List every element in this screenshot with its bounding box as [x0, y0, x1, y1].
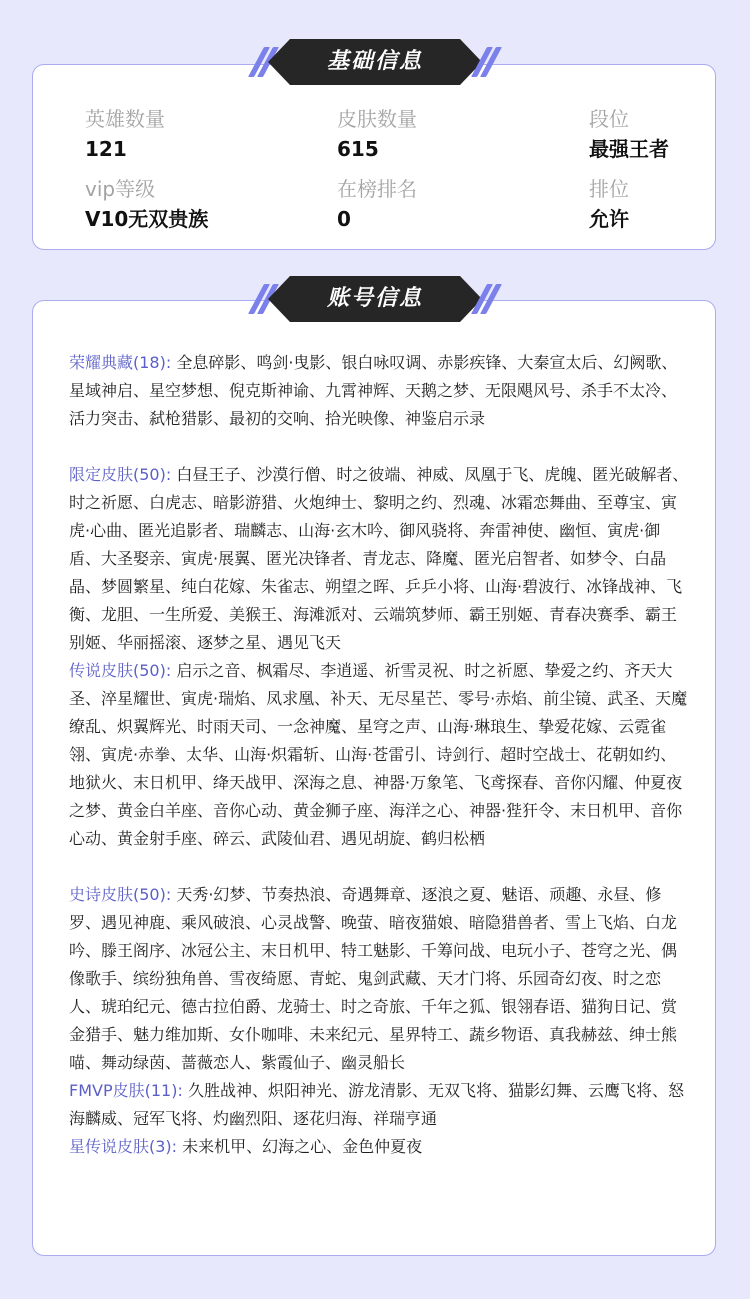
stat-vip-level [85, 175, 208, 233]
stat-label: 排位 [589, 177, 629, 201]
basic-info-header [250, 39, 500, 85]
category-title: 荣耀典藏(18): [69, 353, 172, 372]
category-title: 限定皮肤(50): [69, 465, 172, 484]
stat-value: V10无双贵族 [85, 207, 209, 231]
stat-hero-count [85, 105, 165, 163]
skin-category [69, 657, 689, 853]
stat-ranked-allowed [589, 175, 629, 233]
stat-rank-tier [589, 105, 669, 163]
skin-list [69, 349, 689, 1161]
category-items: 启示之音、枫霜尽、李逍遥、祈雪灵祝、时之祈愿、挚爱之约、齐天大圣、淬星耀世、寅虎·瑞焰、凤求凰、补天、无尽星芒、零号·赤焰、前尘镜、武圣、天魔缭乱、炽翼辉光、时雨天司、一念神魔、星穹之声、山海·琳琅生、挚爱花嫁、云霓雀翎、寅虎·赤拳、太华、山海·炽霜斩、山海·苍雷引、诗剑行、超时空战士、花朝如约、地狱火、末日机甲、绛天战甲、深海之息、神器·万象笔、飞鸢探春、音你闪耀、仲夏夜之梦、黄金白羊座、音你心动、黄金狮子座、海洋之心、神器·狴犴令、末日机甲、音你心动、黄金射手座、碎云、武陵仙君、遇见胡旋、鹤归松栖 [69, 661, 688, 848]
stat-label: 段位 [589, 107, 629, 131]
skin-category [69, 1133, 689, 1161]
category-items: 久胜战神、炽阳神光、游龙清影、无双飞将、猫影幻舞、云鹰飞将、怒海麟威、冠军飞将、灼幽烈阳、逐花归海、祥瑞亨通 [69, 1081, 684, 1128]
skin-category [69, 881, 689, 1077]
category-items: 全息碎影、鸣剑·曳影、银白咏叹调、赤影疾锋、大秦宣太后、幻阙歌、星域神启、星空梦想、倪克斯神谕、九霄神辉、天鹅之梦、无限飓风号、杀手不太冷、活力突击、弑枪猎影、最初的交响、拾光映像、神鉴启示录 [69, 353, 678, 428]
stat-value: 615 [337, 137, 379, 161]
stat-value: 最强王者 [589, 137, 669, 161]
stat-value: 121 [85, 137, 127, 161]
category-title: 星传说皮肤(3): [69, 1137, 178, 1156]
category-items: 白昼王子、沙漠行僧、时之彼端、神威、凤凰于飞、虎魄、匿光破解者、时之祈愿、白虎志、暗影游猎、火炮绅士、黎明之约、烈魂、冰霜恋舞曲、至尊宝、寅虎·心曲、匿光追影者、瑞麟志、山海·玄木吟、御风骁将、奔雷神使、幽恒、寅虎·御盾、大圣娶亲、寅虎·展翼、匿光决锋者、青龙志、降魔、匿光启智者、如梦令、白晶晶、梦圆繁星、纯白花嫁、朱雀志、朔望之晖、乒乒小将、山海·碧波行、冰锋战神、飞衡、龙胆、一生所爱、美猴王、海滩派对、云端筑梦师、霸王别姬、青春决赛季、霸王别姬、华丽摇滚、逐梦之星、遇见飞天 [69, 465, 689, 652]
section-title: 基础信息 [326, 49, 423, 74]
skin-category [69, 349, 689, 433]
category-title: 传说皮肤(50): [69, 661, 172, 680]
basic-info-card [32, 64, 716, 250]
section-title: 账号信息 [326, 286, 423, 311]
stat-value: 允许 [589, 207, 629, 231]
category-items: 未来机甲、幻海之心、金色仲夏夜 [182, 1137, 423, 1156]
stat-leaderboard-rank [337, 175, 417, 233]
category-title: 史诗皮肤(50): [69, 885, 172, 904]
category-title: FMVP皮肤(11): [69, 1081, 183, 1100]
stat-skin-count [337, 105, 417, 163]
stat-label: vip等级 [85, 177, 156, 201]
category-items: 天秀·幻梦、节奏热浪、奇遇舞章、逐浪之夏、魅语、顽趣、永昼、修罗、遇见神鹿、乘风破浪、心灵战警、晚萤、暗夜猫娘、暗隐猎兽者、雪上飞焰、白龙吟、滕王阁序、冰冠公主、末日机甲、特工魅影、千筹问战、电玩小子、苍穹之光、偶像歌手、缤纷独角兽、雪夜绮愿、青蛇、鬼剑武藏、天才门将、乐园奇幻夜、时之恋人、琥珀纪元、德古拉伯爵、龙骑士、时之奇旅、千年之狐、银翎春语、猫狗日记、赏金猎手、魅力维加斯、女仆咖啡、未来纪元、星界特工、蔬乡物语、真我赫兹、绅士熊喵、舞动绿茵、蔷薇恋人、紫霞仙子、幽灵船长 [69, 885, 678, 1072]
account-info-header [250, 276, 500, 322]
stat-label: 英雄数量 [85, 107, 165, 131]
stat-value: 0 [337, 207, 351, 231]
skin-category [69, 1077, 689, 1133]
stat-label: 在榜排名 [337, 177, 417, 201]
account-info-card [32, 300, 716, 1256]
skin-category [69, 461, 689, 657]
stat-label: 皮肤数量 [337, 107, 417, 131]
